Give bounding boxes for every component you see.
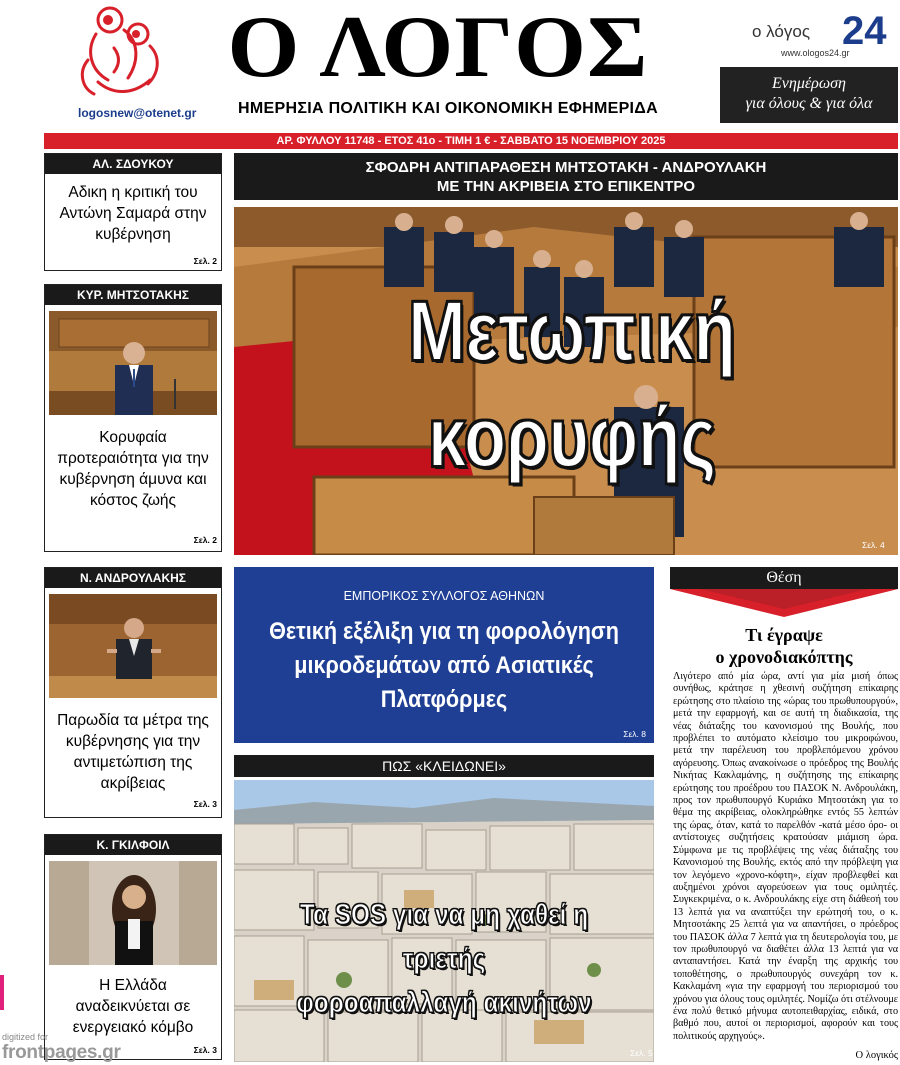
- side-story-head: Ν. ΑΝΔΡΟΥΛΑΚΗΣ: [45, 568, 221, 588]
- opinion-body: Λιγότερο από μία ώρα, αντί για μία μισή όπως συνήθως, κράτησε η χθεσινή συζήτηση επίκαιρης ερώτησης στο πλαίσιο της «ώρας του πρωθυπουργού», μετά την εφαρμογή, και σε αυτή τη διαδικασία, της νέας διάταξης του κανονισμού της Βουλής, που προβλέπει το αυτόματο κλείσιμο του μικροφώνου, μετά την παρέλευση του προβλεπόμενου χρόνου αγόρευσης. Όπως ανακοίνωσε ο πρόεδρος της Βουλής Νικήτας Κακλαμάνης, η συζήτησης της επίκαιρης ερώτησης του προέδρου του ΠΑΣΟΚ Ν. Ανδρουλάκη, προς τον πρωθυπουργό Κυριάκο Μητσοτάκη για το θέμα της ακρίβειας, ολοκληρώθηκε εντός 55 λεπτών της ώρας, όταν, κατά το παρελθόν -κατά μέσο όρο- οι αντίστοιχες συζητήσεις κρατούσαν μιάμιση ώρα. Σύμφωνα με τις προβλέψεις της νέας διάταξης του Κανονισμού της Βουλής, εκτός από την πρόβλεψη για τον λεγόμενο «χρονο-κόφτη», είχαν προβλεφθεί και αυξημένοι χρόνοι αγορεύσεων για τους ομιλητές. Συγκεκριμένα, ο κ. Ανδρουλάκης είχε στη διάθεσή του 13 λεπτά για να αναπτύξει την ερώτησή του, ο κ. Μητσοτάκης 25 λεπτά για να απαντήσει, ο πρόεδρος του ΠΑΣΟΚ άλλα 7 λεπτά για τη δευτερολογία του, με τον πρωθυπουργό να διαθέτει άλλα 13 λεπτά για να ανταπαντήσει. Κατά την έναρξη της αρχικής του τοποθέτησης, ο πρωθυπουργός συνεχάρη τον κ. Κακλαμάνη «για την εφαρμογή του περιορισμού του χρόνου για όλους τους ομιλητές. Νομίζω ότι στέλνουμε ένα πολύ θετικό μήνυμα αυτοπειθαρχίας, ειδικά, στο βαθμό που, αυτοί οι περιορισμοί, αφορούν και τους πολιτικούς αρχηγούς».: [673, 671, 898, 1042]
- digitized-label: digitized for: [2, 1032, 49, 1042]
- bottom-story-headline[interactable]: [268, 893, 621, 1025]
- side-story-text: Κορυφαία προτεραιότητα για την κυβέρνηση άμυνα και κόστος ζωής: [57, 429, 209, 509]
- side-story-androulakis[interactable]: [44, 567, 222, 818]
- bottom-headline-line-1: Τα SOS για να μη χαθεί η τριετής: [299, 899, 589, 975]
- logos24-number: 24: [842, 9, 887, 53]
- bottom-headline-line-2: φοροαπαλλαγή ακινήτων: [296, 987, 592, 1019]
- mitsotakis-photo: [49, 311, 217, 415]
- masthead-title: Ο ΛΟΓΟΣ: [227, 0, 649, 96]
- lead-story-kicker: [234, 153, 898, 200]
- tagline-line-2: για όλους & για όλα: [745, 95, 873, 112]
- side-story-head: Κ. ΓΚΙΛΦΟΙΛ: [45, 835, 221, 855]
- logos24-name: ο λόγος: [752, 22, 811, 41]
- lead-kicker-line-2: ΜΕ ΤΗΝ ΑΚΡΙΒΕΙΑ ΣΤΟ ΕΠΙΚΕΝΤΡΟ: [436, 178, 696, 195]
- lead-headline[interactable]: [300, 278, 844, 490]
- blue-headline-line-1: Θετική εξέλιξη για τη φορολόγηση: [269, 618, 619, 645]
- edge-marker: [0, 975, 4, 1010]
- issue-info-bar: ΑΡ. ΦΥΛΛΟΥ 11748 - ΕΤΟΣ 41ο - ΤΙΜΗ 1 € - ΣΑΒΒΑΤΟ 15 ΝΟΕΜΒΡΙΟΥ 2025: [44, 133, 898, 149]
- opinion-title: [670, 624, 898, 668]
- side-story-text: Αδικη η κριτική του Αντώνη Σαμαρά στην κυβέρνηση: [59, 184, 207, 243]
- page-ref: Σελ. 2: [193, 535, 217, 545]
- guilfoyle-photo: [49, 861, 217, 965]
- blue-page-ref: Σελ. 8: [623, 729, 646, 739]
- androulakis-photo: [49, 594, 217, 698]
- blue-story[interactable]: [234, 567, 654, 743]
- blue-story-kicker: ΕΜΠΟΡΙΚΟΣ ΣΥΛΛΟΓΟΣ ΑΘΗΝΩΝ: [343, 589, 545, 603]
- newspaper-emblem: [68, 0, 180, 104]
- opinion-signature: Ο λογικός: [855, 1050, 898, 1061]
- lead-page-ref: Σελ. 4: [862, 540, 885, 550]
- lead-headline-line-2: κορυφής: [427, 390, 717, 484]
- masthead-subtitle: ΗΜΕΡΗΣΙΑ ΠΟΛΙΤΙΚΗ ΚΑΙ ΟΙΚΟΝΟΜΙΚΗ ΕΦΗΜΕΡΙΔΑ: [238, 100, 658, 117]
- tagline-line-1: Ενημέρωση: [772, 75, 846, 92]
- frontpages-watermark[interactable]: frontpages.gr: [2, 1042, 121, 1063]
- bottom-page-ref: Σελ. 5: [630, 1048, 653, 1058]
- side-story-guilfoyle[interactable]: [44, 834, 222, 1060]
- opinion-ornament: [670, 589, 898, 617]
- contact-email[interactable]: logosnew@otenet.gr: [78, 106, 197, 120]
- page-ref: Σελ. 3: [193, 799, 217, 809]
- page-ref: Σελ. 2: [193, 256, 217, 266]
- logos24-url[interactable]: www.ologos24.gr: [781, 48, 850, 58]
- bottom-story-kicker: ΠΩΣ «ΚΛΕΙΔΩΝΕΙ»: [234, 755, 654, 777]
- side-story-text: Η Ελλάδα αναδεικνύεται σε ενεργειακό κόμβο: [72, 977, 194, 1036]
- side-story-head: ΚΥΡ. ΜΗΤΣΟΤΑΚΗΣ: [45, 285, 221, 305]
- page-ref: Σελ. 3: [193, 1045, 217, 1055]
- opinion-head: Θέση: [670, 567, 898, 589]
- side-story-mitsotakis[interactable]: [44, 284, 222, 552]
- blue-headline-line-2: μικροδεμάτων από Ασιατικές: [294, 652, 594, 679]
- logos24-tagline: [720, 67, 898, 123]
- blue-headline-line-3: Πλατφόρμες: [380, 686, 508, 713]
- blue-story-headline: [255, 615, 633, 717]
- lead-kicker-line-1: ΣΦΟΔΡΗ ΑΝΤΙΠΑΡΑΘΕΣΗ ΜΗΤΣΟΤΑΚΗ - ΑΝΔΡΟΥΛΑΚΗ: [365, 159, 767, 176]
- opinion-title-line-2: ο χρονοδιακόπτης: [715, 647, 853, 667]
- side-story-head: ΑΛ. ΣΔΟΥΚΟΥ: [45, 154, 221, 174]
- side-story-sdoukou[interactable]: [44, 153, 222, 271]
- opinion-title-line-1: Τι έγραψε: [745, 625, 823, 645]
- side-story-text: Παρωδία τα μέτρα της κυβέρνησης για την αντιμετώπιση της ακρίβειας: [57, 712, 209, 792]
- lead-headline-line-1: Μετωπική: [408, 284, 736, 378]
